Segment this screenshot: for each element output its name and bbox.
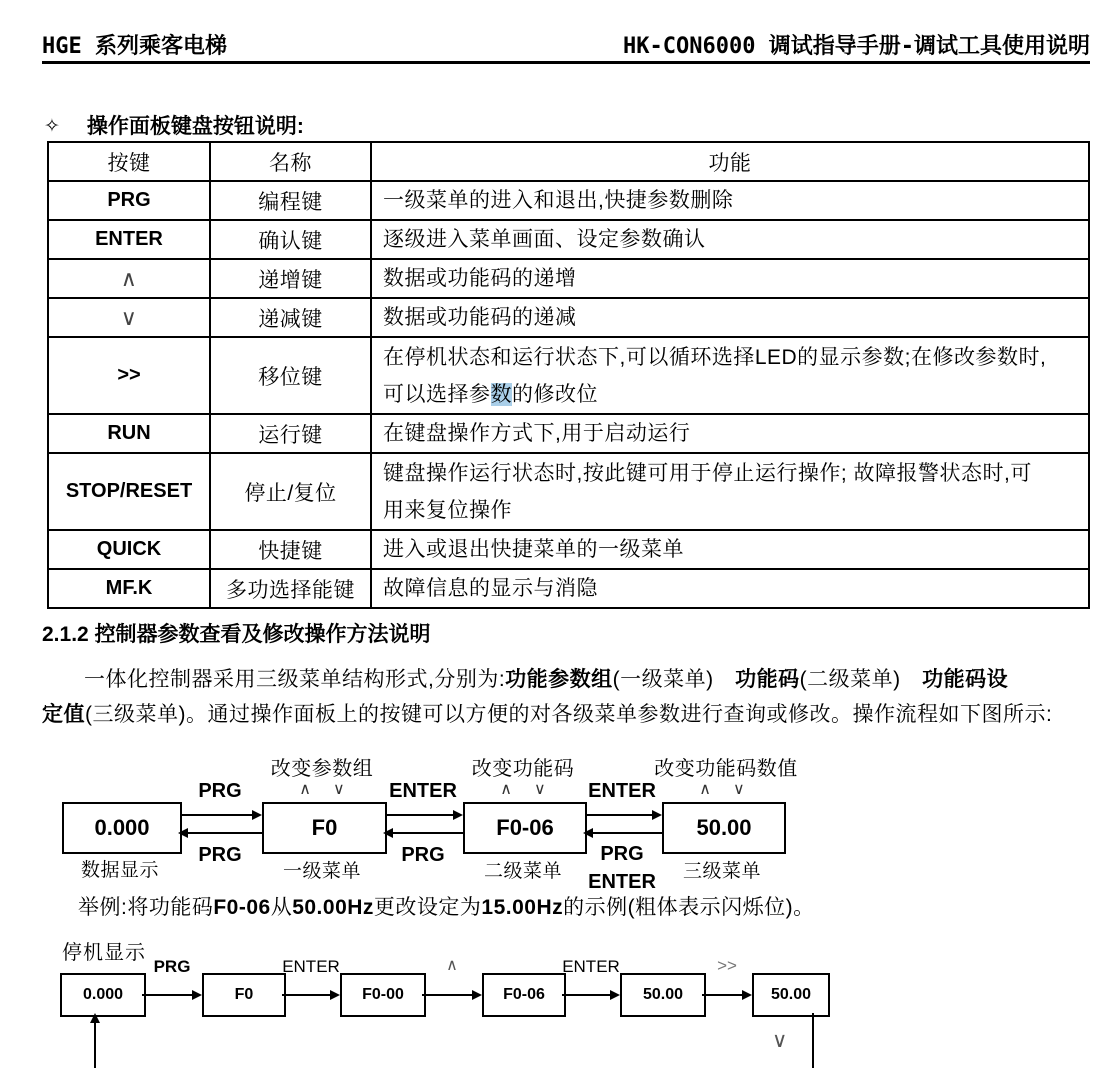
cell-name: 快捷键	[210, 530, 371, 569]
arrow-label: PRG	[198, 780, 242, 802]
arrow-back-line	[188, 832, 262, 834]
arrow-left-icon	[383, 828, 393, 838]
flow-box-level1: F0	[262, 802, 387, 854]
cell-key: PRG	[48, 181, 210, 220]
header-left-title: HGE 系列乘客电梯	[42, 29, 227, 64]
section-heading	[42, 618, 431, 648]
header-cell-function: 功能	[371, 142, 1089, 181]
box-caption: 三级菜单	[682, 861, 762, 882]
cell-key: >>	[48, 337, 210, 414]
flow-box: 50.00	[620, 973, 706, 1017]
header-rule	[42, 61, 1090, 64]
flow-box-level2: F0-06	[463, 802, 587, 854]
arrow-line	[282, 994, 331, 996]
cell-key-up-icon: ∧	[48, 259, 210, 298]
cell-function: 逐级进入菜单画面、设定参数确认	[371, 220, 1089, 259]
flow-box: 50.00	[752, 973, 830, 1017]
diagram-top-label: 改变功能码数值	[654, 758, 798, 780]
arrow-line	[422, 994, 473, 996]
arrow-up-icon	[90, 1013, 100, 1023]
cell-function: 一级菜单的进入和退出,快捷参数删除	[371, 181, 1089, 220]
paragraph-line: 一体化控制器采用三级菜单结构形式,分别为:功能参数组(一级菜单) 功能码(二级菜单) 功能码设	[84, 668, 1009, 691]
arrow-label: ENTER	[389, 780, 457, 802]
arrow-label: ENTER	[562, 957, 620, 976]
paragraph-line: 定值(三级菜单)。通过操作面板上的按键可以方便的对各级菜单参数进行查询或修改。操作流程如下图所示:	[42, 703, 1053, 726]
arrow-left-icon	[178, 828, 188, 838]
header-cell-name: 名称	[210, 142, 371, 181]
diagram-top-label: 改变参数组	[270, 758, 374, 780]
arrow-right-icon	[252, 810, 262, 820]
cell-name: 移位键	[210, 337, 371, 414]
header-right-title: HK-CON6000 调试指导手册-调试工具使用说明	[623, 29, 1090, 64]
cell-name: 编程键	[210, 181, 371, 220]
table-row	[48, 530, 1089, 569]
cell-name: 递减键	[210, 298, 371, 337]
table-row	[48, 414, 1089, 453]
arrow-right-icon	[453, 810, 463, 820]
cell-key: STOP/RESET	[48, 453, 210, 530]
table-row	[48, 453, 1089, 530]
arrow-right-icon	[330, 990, 340, 1000]
box-caption: 一级菜单	[282, 861, 362, 882]
arrow-back-line	[393, 832, 463, 834]
cell-key: RUN	[48, 414, 210, 453]
up-down-arrows-icon: ∧ ∨	[299, 781, 345, 798]
table-row	[48, 259, 1089, 298]
arrow-label: PRG	[600, 843, 644, 865]
down-symbol-icon: ∨	[772, 1029, 788, 1052]
table-row	[48, 181, 1089, 220]
arrow-label: ENTER	[588, 780, 656, 802]
cell-name: 运行键	[210, 414, 371, 453]
arrow-label: PRG	[198, 844, 242, 866]
up-down-arrows-icon: ∧ ∨	[699, 781, 745, 798]
arrow-right-icon	[610, 990, 620, 1000]
flow-box: F0	[202, 973, 286, 1017]
flow-box: F0-00	[340, 973, 426, 1017]
arrow-forward-line	[180, 814, 253, 816]
table-row	[48, 298, 1089, 337]
cell-function: 故障信息的显示与消隐	[371, 569, 1089, 608]
table-row	[48, 220, 1089, 259]
arrow-left-icon	[583, 828, 593, 838]
cell-key: QUICK	[48, 530, 210, 569]
cell-function: 在键盘操作方式下,用于启动运行	[371, 414, 1089, 453]
table-header-row	[48, 142, 1089, 181]
cell-name: 多功选择能键	[210, 569, 371, 608]
keypad-section-heading-text: 操作面板键盘按钮说明:	[86, 115, 304, 138]
cell-function: 进入或退出快捷菜单的一级菜单	[371, 530, 1089, 569]
cell-function	[371, 453, 1089, 530]
intro-paragraph	[42, 662, 1084, 732]
flow-box-data-display: 0.000	[62, 802, 182, 854]
arrow-right-icon	[192, 990, 202, 1000]
cell-function: 数据或功能码的递减	[371, 298, 1089, 337]
keypad-section-heading	[44, 110, 304, 140]
flow-box: F0-06	[482, 973, 566, 1017]
arrow-right-icon	[652, 810, 662, 820]
return-arrow-line	[94, 1021, 96, 1068]
section-number: 2.1.2	[42, 623, 89, 646]
arrow-label: ENTER	[588, 871, 656, 893]
arrow-label: PRG	[153, 957, 191, 976]
function-text-line: 在停机状态和运行状态下,可以循环选择LED的显示参数;在修改参数时,	[383, 345, 1047, 369]
header-cell-key: 按键	[48, 142, 210, 181]
cell-function	[371, 337, 1089, 414]
cell-key: MF.K	[48, 569, 210, 608]
arrow-line	[702, 994, 743, 996]
cell-name: 确认键	[210, 220, 371, 259]
down-line	[812, 1013, 814, 1068]
flow-box: 0.000	[60, 973, 146, 1017]
arrow-label-up-icon: ∧	[446, 957, 458, 974]
function-text-line: 用来复位操作	[383, 498, 512, 522]
cell-name: 递增键	[210, 259, 371, 298]
box-caption: 二级菜单	[483, 861, 563, 882]
arrow-right-icon	[472, 990, 482, 1000]
table-row	[48, 569, 1089, 608]
function-text-line: 可以选择参数的修改位	[383, 382, 598, 406]
arrow-line	[562, 994, 611, 996]
arrow-right-icon	[742, 990, 752, 1000]
example-caption: 举例:将功能码F0-06从50.00Hz更改设定为15.00Hz的示例(粗体表示闪烁位)。	[78, 896, 815, 919]
box-caption: 数据显示	[80, 860, 160, 881]
arrow-label: ENTER	[282, 957, 340, 976]
cell-name: 停止/复位	[210, 453, 371, 530]
arrow-forward-line	[585, 814, 653, 816]
cell-function: 数据或功能码的递增	[371, 259, 1089, 298]
cell-key: ENTER	[48, 220, 210, 259]
up-down-arrows-icon: ∧ ∨	[500, 781, 546, 798]
function-text-line: 键盘操作运行状态时,按此键可用于停止运行操作; 故障报警状态时,可	[383, 461, 1032, 485]
arrow-line	[142, 994, 193, 996]
flow-box-level3: 50.00	[662, 802, 786, 854]
section-title: 控制器参数查看及修改操作方法说明	[94, 623, 431, 646]
stop-display-label: 停机显示	[62, 942, 146, 964]
diagram-top-label: 改变功能码	[471, 758, 575, 780]
cell-key-down-icon: ∨	[48, 298, 210, 337]
diamond-bullet-icon: ✧	[44, 116, 60, 137]
arrow-forward-line	[385, 814, 454, 816]
key-function-table	[47, 141, 1090, 609]
arrow-label-shift-icon: >>	[717, 956, 737, 975]
arrow-label: PRG	[401, 844, 445, 866]
table-row	[48, 337, 1089, 414]
arrow-back-line	[593, 832, 662, 834]
